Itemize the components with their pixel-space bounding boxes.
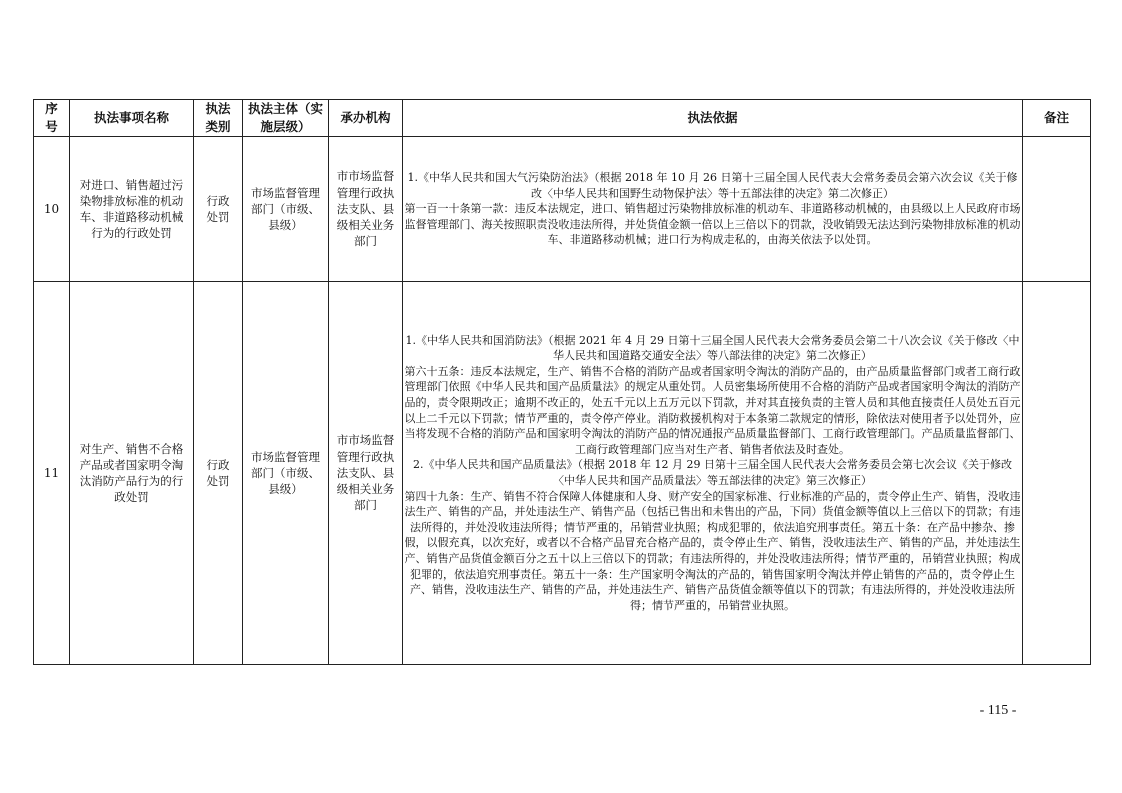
row-remark [1023, 282, 1091, 665]
row-basis [403, 137, 1023, 282]
enforcement-table [33, 99, 1091, 665]
header-category-text: 执法类别 [205, 101, 231, 134]
row-subject-text: 市场监督管理部门（市级、县级） [251, 185, 320, 233]
basis-paragraph: 1.《中华人民共和国消防法》（根据 2021 年 4 月 29 日第十三届全国人民代表大会常务委员会第二十八次会议《关于修改〈中华人民共和国道路交通安全法〉等八部法律的决定》第二次修正） [405, 333, 1020, 363]
row-subject [243, 282, 329, 665]
table-row [34, 282, 1091, 665]
row-category-text: 行政处罚 [206, 457, 230, 488]
basis-paragraph: 第一百一十条第一款：违反本法规定，进口、销售超过污染物排放标准的机动车、非道路移动机械的，由县级以上人民政府市场监督管理部门、海关按照职责没收违法所得，并处货值金额一倍以上三倍以下的罚款，没收销毁无法达到污染物排放标准的机动车、非道路移动机械；进口行为构成走私的，由海关依法予以处罚。 [404, 202, 1021, 247]
row-basis [403, 282, 1023, 665]
row-name-text: 对生产、销售不合格产品或者国家明令淘汰消防产品行为的行政处罚 [79, 441, 184, 505]
row-subject [243, 137, 329, 282]
row-category [194, 282, 243, 665]
header-agency: 承办机构 [329, 100, 403, 137]
header-seq-text: 序号 [45, 101, 58, 134]
row-name [70, 137, 194, 282]
row-agency [329, 282, 403, 665]
row-name [70, 282, 194, 665]
basis-paragraph: 第四十九条：生产、销售不符合保障人体健康和人身、财产安全的国家标准、行业标准的产品的，责令停止生产、销售，没收违法生产、销售的产品，并处违法生产、销售产品（包括已售出和未售出的产品，下同）货值金额等值以上三倍以下的罚款；有违法所得的，并处没收违法所得；情节严重的，吊销营业执照；构成犯罪的，依法追究刑事责任。第五十条：在产品中掺杂、掺假，以假充真，以次充好，或者以不合格产品冒充合格产品的，责令停止生产、销售，没收违法生产、销售的产品，并处违法生产、销售产品货值金额百分之五十以上三倍以下的罚款；有违法所得的，并处没收违法所得；情节严重的，吊销营业执照；构成犯罪的，依法追究刑事责任。第五十一条：生产国家明令淘汰的产品的，销售国家明令淘汰并停止销售的产品的，责令停止生产、销售，没收违法生产、销售的产品，并处违法生产、销售产品货值金额等值以下的罚款；有违法所得的，并处没收违法所得；情节严重的，吊销营业执照。 [404, 489, 1021, 612]
header-basis: 执法依据 [403, 100, 1023, 137]
basis-paragraph: 1.《中华人民共和国大气污染防治法》（根据 2018 年 10 月 26 日第十三届全国人民代表大会常务委员会第六次会议《关于修改〈中华人民共和国野生动物保护法〉等十五部法律的决定》第二次修正） [407, 171, 1018, 200]
row-remark [1023, 137, 1091, 282]
page-number: - 115 - [979, 703, 1017, 718]
row-agency-text: 市市场监督管理行政执法支队、县级相关业务部门 [336, 433, 395, 513]
row-seq: 10 [34, 137, 70, 282]
row-agency-text: 市市场监督管理行政执法支队、县级相关业务部门 [336, 169, 395, 249]
basis-paragraph: 第六十五条：违反本法规定，生产、销售不合格的消防产品或者国家明令淘汰的消防产品的，由产品质量监督部门或者工商行政管理部门依照《中华人民共和国产品质量法》的规定从重处罚。人员密集场所使用不合格的消防产品或者国家明令淘汰的消防产品的，责令限期改正；逾期不改正的，处五千元以上五万元以下罚款，并对其直接负责的主管人员和其他直接责任人员处五百元以上二千元以下罚款；情节严重的，责令停产停业。消防救援机构对于本条第二款规定的情形，除依法对使用者予以处罚外，应当将发现不合格的消防产品和国家明令淘汰的消防产品的情况通报产品质量监督部门、工商行政管理部门。产品质量监督部门、工商行政管理部门应当对生产者、销售者依法及时查处。 [404, 364, 1021, 456]
header-name: 执法事项名称 [70, 100, 194, 137]
table-row [34, 137, 1091, 282]
row-category-text: 行政处罚 [206, 193, 230, 224]
header-seq [34, 100, 70, 137]
header-remark: 备注 [1023, 100, 1091, 137]
header-subject [243, 100, 329, 137]
row-subject-text: 市场监督管理部门（市级、县级） [251, 449, 320, 497]
row-name-text: 对进口、销售超过污染物排放标准的机动车、非道路移动机械行为的行政处罚 [79, 177, 184, 241]
row-category [194, 137, 243, 282]
row-agency [329, 137, 403, 282]
header-subject-text: 执法主体（实施层级） [247, 101, 323, 134]
header-category [194, 100, 243, 137]
basis-paragraph: 2.《中华人民共和国产品质量法》（根据 2018 年 12 月 29 日第十三届全国人民代表大会常务委员会第七次会议《关于修改〈中华人民共和国产品质量法〉等五部法律的决定》第三次修正） [413, 458, 1012, 487]
row-seq: 11 [34, 282, 70, 665]
table-header-row [34, 100, 1091, 137]
